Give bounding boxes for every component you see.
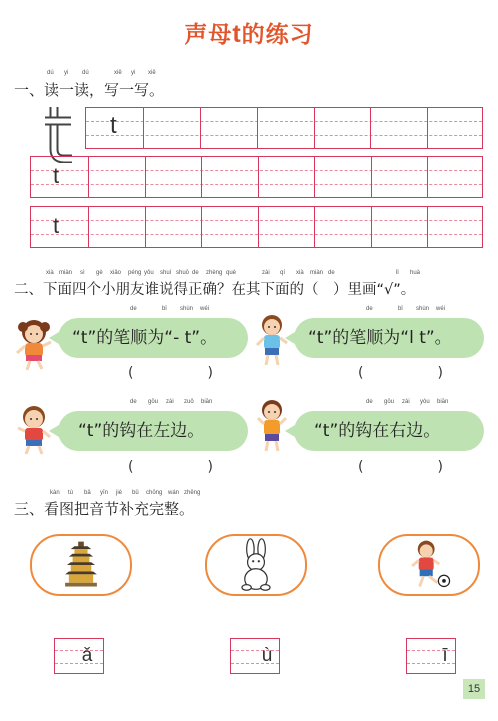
section2-pinyin: [44, 270, 464, 278]
section1-heading: 一、读一读，写一写。: [14, 81, 165, 99]
pinyin: miàn: [310, 270, 324, 276]
pinyin: de: [366, 399, 373, 405]
pinyin: wán: [168, 490, 180, 496]
pinyin: dú: [47, 70, 54, 76]
pinyin: zhěng: [184, 490, 201, 496]
pinyin: què: [226, 270, 237, 276]
answer-blank-4[interactable]: ( ): [358, 459, 473, 475]
speech-bubble-1: [58, 306, 248, 358]
pinyin: gōu: [384, 399, 395, 405]
pinyin: zài: [262, 270, 270, 276]
soccer-boy-picture-frame: [378, 534, 480, 596]
vowel: ù: [261, 645, 273, 666]
writing-grid-row1[interactable]: [85, 107, 483, 149]
title-suffix: 的练习: [241, 22, 314, 48]
pinyin: shùn: [416, 306, 430, 312]
speech-bubble-3: [58, 399, 248, 451]
pinyin: yi: [64, 70, 69, 76]
pinyin: yǒu: [144, 270, 154, 276]
writing-grid-row2[interactable]: [30, 156, 483, 198]
pagoda-picture-frame: [30, 534, 132, 596]
pinyin: de: [366, 306, 373, 312]
speech-bubble-4: [294, 399, 484, 451]
pinyin: de: [130, 399, 137, 405]
bubble-text: “t”的笔顺为“l t”。: [308, 328, 452, 348]
speech-bubble-2: [294, 306, 484, 358]
pinyin: gè: [96, 270, 103, 276]
pinyin: wéi: [200, 306, 210, 312]
pinyin: bǐ: [398, 306, 403, 312]
vowel: ī: [442, 645, 448, 666]
big-letter-t: [40, 103, 80, 163]
pinyin: xiě: [114, 70, 122, 76]
answer-blank-3[interactable]: ( ): [128, 459, 243, 475]
pinyin: de: [328, 270, 335, 276]
title-letter: t: [232, 20, 242, 48]
pinyin: yīn: [100, 490, 109, 496]
title-prefix: 声母: [184, 22, 233, 48]
pinyin: sì: [80, 270, 85, 276]
pinyin: xià: [46, 270, 54, 276]
pinyin: yi: [131, 70, 136, 76]
page-number: 15: [463, 679, 485, 699]
section2-heading: 二、下面四个小朋友谁说得正确？在其下面的（ ）里画“√”。: [14, 282, 416, 298]
pinyin: xiǎo: [110, 270, 122, 276]
syllable-box-2[interactable]: [230, 638, 280, 674]
pinyin: chōng: [146, 490, 163, 496]
pinyin: dú: [82, 70, 89, 76]
pinyin: zhèng: [206, 270, 223, 276]
pinyin: biān: [437, 399, 449, 405]
pinyin: jié: [116, 490, 123, 496]
pinyin: miàn: [59, 270, 73, 276]
pinyin: huà: [410, 270, 421, 276]
answer-blank-2[interactable]: ( ): [358, 365, 473, 381]
answer-blank-1[interactable]: ( ): [128, 365, 243, 381]
soccer-boy-icon: [380, 536, 478, 594]
bubble-text: “t”的笔顺为“- t”。: [72, 328, 218, 348]
syllable-box-3[interactable]: [406, 638, 456, 674]
pinyin: gōu: [148, 399, 159, 405]
rabbit-picture-frame: [205, 534, 307, 596]
pinyin: shùn: [180, 306, 194, 312]
syllable-box-1[interactable]: [54, 638, 104, 674]
pinyin: bǎ: [84, 490, 91, 496]
pinyin: yòu: [420, 399, 430, 405]
pinyin: wéi: [436, 306, 446, 312]
pinyin: tú: [68, 490, 74, 496]
page-title: [0, 16, 498, 49]
pinyin: xiě: [148, 70, 156, 76]
pagoda-icon: [32, 536, 130, 594]
boy-illustration: [14, 404, 54, 456]
pinyin: lǐ: [396, 270, 399, 276]
pinyin: shuō: [176, 270, 190, 276]
pinyin: péng: [128, 270, 142, 276]
pinyin: bǐ: [162, 306, 167, 312]
writing-grid-row3[interactable]: [30, 206, 483, 248]
pinyin: xià: [296, 270, 304, 276]
section3-heading: 三、看图把音节补充完整。: [14, 500, 195, 518]
pinyin: de: [192, 270, 199, 276]
model-letter: t: [53, 163, 60, 188]
pinyin: zài: [402, 399, 410, 405]
pinyin: zuǒ: [184, 399, 194, 405]
pinyin: de: [130, 306, 137, 312]
rabbit-icon: [207, 536, 305, 594]
section3-pinyin: [48, 490, 208, 498]
vowel: ǎ: [81, 645, 93, 666]
bubble-text: “t”的钩在右边。: [314, 421, 441, 441]
pinyin: bǔ: [132, 490, 139, 496]
pinyin: biān: [201, 399, 213, 405]
pinyin: zài: [166, 399, 174, 405]
bubble-text: “t”的钩在左边。: [78, 421, 205, 441]
pinyin: kàn: [50, 490, 60, 496]
pinyin: shuí: [160, 270, 172, 276]
pinyin: qí: [280, 270, 286, 276]
section1-pinyin: [44, 70, 164, 78]
model-letter: t: [53, 213, 60, 238]
girl-illustration: [14, 317, 54, 373]
model-letter: t: [110, 112, 117, 139]
